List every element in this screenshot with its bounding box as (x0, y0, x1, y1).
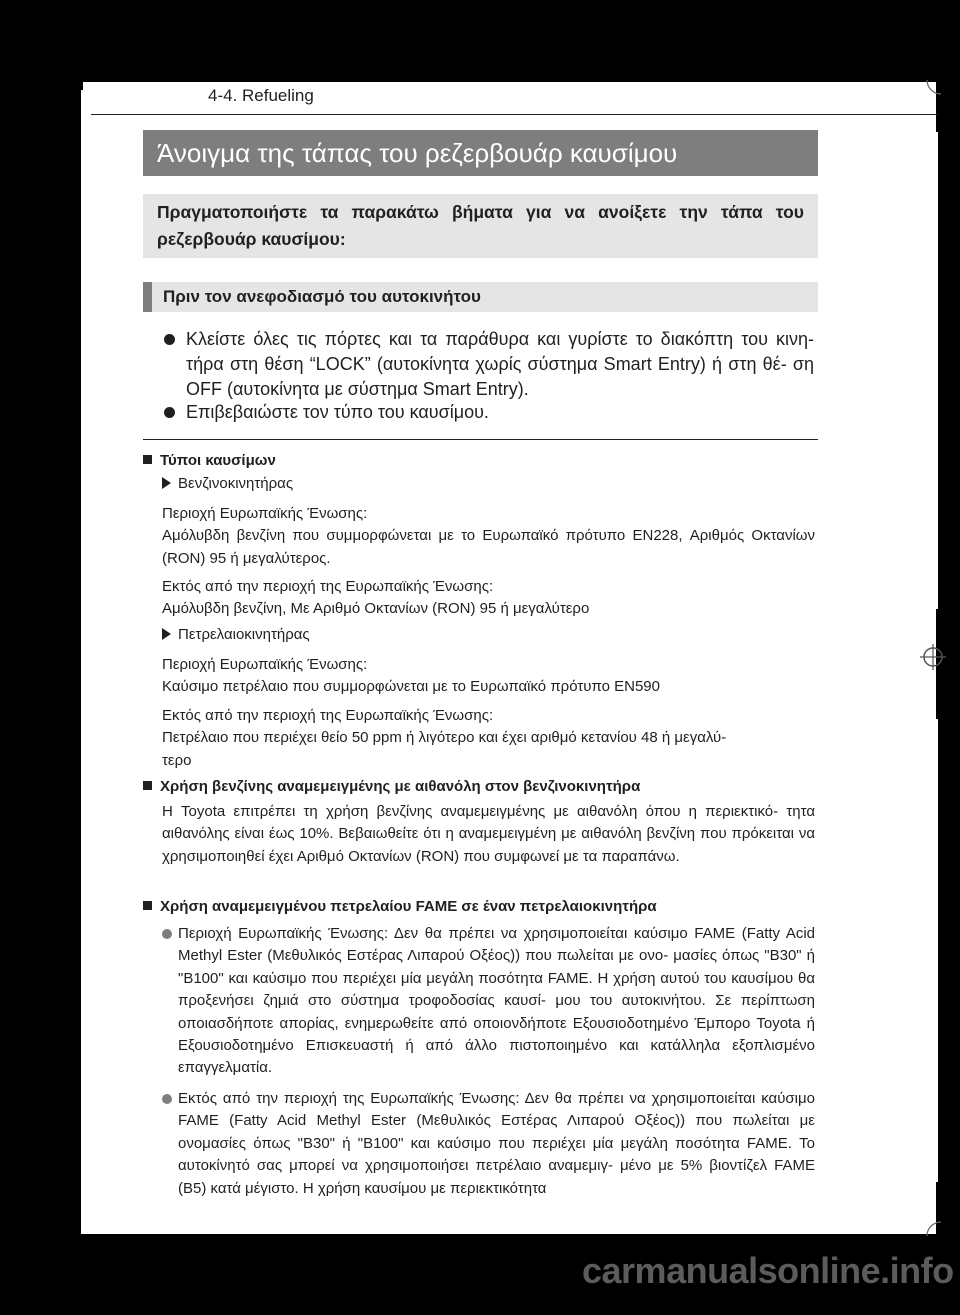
intro-box: Πραγματοποιήστε τα παρακάτω βήματα για να ανοίξετε την τάπα του ρεζερβουάρ καυσίμου: (143, 194, 818, 258)
subheading-diesel: Πετρελαιοκινητήρας (162, 624, 310, 646)
square-bullet-icon (143, 901, 152, 910)
triangle-bullet-icon (162, 628, 171, 640)
square-bullet-icon (143, 781, 152, 790)
bullet-icon (162, 1094, 172, 1104)
bullet-icon (162, 929, 172, 939)
bullet-text: Κλείστε όλες τις πόρτες και τα παράθυρα και γυρίστε το διακόπτη του κινη- τήρα στη θέση “LOCK” (αυτοκίνητα χωρίς σύστημα Smart Entry) ή στη θέ- ση OFF (αυτοκίνητα με σύστημα Smart Entry). (186, 329, 814, 399)
square-bullet-icon (143, 455, 152, 464)
header-rule (91, 114, 938, 115)
subsection-heading: Πριν τον ανεφοδιασμό του αυτοκινήτου (163, 287, 481, 306)
subsection-bar (143, 282, 818, 312)
corner-mark-icon (925, 1218, 945, 1238)
watermark: carmanualsonline.info (582, 1250, 954, 1291)
list-item (162, 923, 815, 1080)
list-item (162, 1088, 815, 1200)
bullet-icon (164, 407, 175, 418)
running-head: 4-4. Refueling (208, 86, 314, 105)
subheading-petrol: Βενζινοκινητήρας (162, 473, 293, 495)
section-title: Άνοιγμα της τάπας του ρεζερβουάρ καυσίμου (143, 130, 818, 176)
bullet-text: Περιοχή Ευρωπαϊκής Ένωσης: Δεν θα πρέπει να χρησιμοποιείται καύσιμο FAME (Fatty Acid Methyl Ester (Μεθυλικός Εστέρας Λιπαρού Οξέος)) που πωλείται με ονο- μασίες όπως "B30" ή "B100" και καύσιμο που περιέχει μία μεγάλη ποσότητα FAME. Η χρήση αυτού του καυσίμου θα προξενήσει ζημιά στο σύστημα τροφοδοσίας καυσί- μου του αυτοκινήτου. Σε περίπτωση οποιασδήποτε απορίας, ενημερωθείτε από οποιονδήποτε Εξουσιοδοτημένο Έμπορο Toyota ή Εξουσιοδοτημένο Επισκευαστή ή από άλλο πιστοποιημένο και κατάλληλα εξοπλισμένο επαγγελματία. (178, 925, 815, 1077)
paragraph-petrol-eu: Περιοχή Ευρωπαϊκής Ένωσης: Αμόλυβδη βενζίνη που συμμορφώνεται με το Ευρωπαϊκό πρότυπο EN228, Αριθμός Οκτανίων (RON) 95 ή μεγαλύτερος. (162, 505, 815, 567)
registration-mark-icon (918, 642, 948, 672)
bullet-text: Εκτός από την περιοχή της Ευρωπαϊκής Ένωσης: Δεν θα πρέπει να χρησιμοποιείται καύσιμο FAME (Fatty Acid Methyl Ester (Μεθυλικός Εστέρας Λιπαρού Οξέος)) που πωλείται με ονομασίες όπως "B30" ή "B100" και καύσιμο που περιέχει μία μεγάλη ποσότητα FAME. Το αυτοκίνητό σας μπορεί να χρησιμοποιήσει πετρέλαιο αναμεμιγ- μένο με 5% βιοντίζελ FAME (B5) κατά μέγιστο. Η χρήση καυσίμου με περιεκτικότητα (178, 1090, 815, 1197)
section-heading-fuel-types: Τύποι καυσίμων (143, 450, 276, 472)
paragraph-ethanol: Η Toyota επιτρέπει τη χρήση βενζίνης αναμεμειγμένης με αιθανόλη όπου η περιεκτικό- τητα αιθανόλης είναι έως 10%. Βεβαιωθείτε ότι η αναμεμειγμένη με αιθανόλη βενζίνη που πρόκειται να χρησιμοποιηθεί έχει Αριθμό Οκτανίων (RON) που συμφωνεί με τα παραπάνω. (162, 803, 815, 865)
paragraph-diesel-eu: Περιοχή Ευρωπαϊκής Ένωσης: Καύσιμο πετρέλαιο που συμμορφώνεται με το Ευρωπαϊκό πρότυπο EN590 (162, 656, 660, 696)
separator-rule (143, 439, 818, 440)
paragraph-diesel-non-eu: Εκτός από την περιοχή της Ευρωπαϊκής Ένωσης: Πετρέλαιο που περιέχει θείο 50 ppm ή λιγότερο και έχει αριθμό κετανίου 48 ή μεγαλύ- τερο (162, 707, 727, 769)
section-heading-ethanol: Χρήση βενζίνης αναμεμειγμένης με αιθανόλη στον βενζινοκινητήρα (143, 776, 640, 798)
manual-page (81, 82, 938, 1234)
triangle-bullet-icon (162, 477, 171, 489)
bullet-text: Επιβεβαιώστε τον τύπο του καυσίμου. (186, 402, 489, 422)
list-item (169, 400, 814, 425)
corner-mark-icon (925, 78, 945, 98)
subsection-accent (143, 282, 152, 312)
section-heading-fame: Χρήση αναμεμειγμένου πετρελαίου FAME σε έναν πετρελαιοκινητήρα (143, 896, 657, 918)
crop-mark (81, 82, 83, 90)
bullet-icon (164, 334, 175, 345)
list-item (169, 327, 814, 402)
paragraph-petrol-non-eu: Εκτός από την περιοχή της Ευρωπαϊκής Ένωσης: Αμόλυβδη βενζίνη, Με Αριθμό Οκτανίων (RON) 95 ή μεγαλύτερο (162, 578, 590, 618)
